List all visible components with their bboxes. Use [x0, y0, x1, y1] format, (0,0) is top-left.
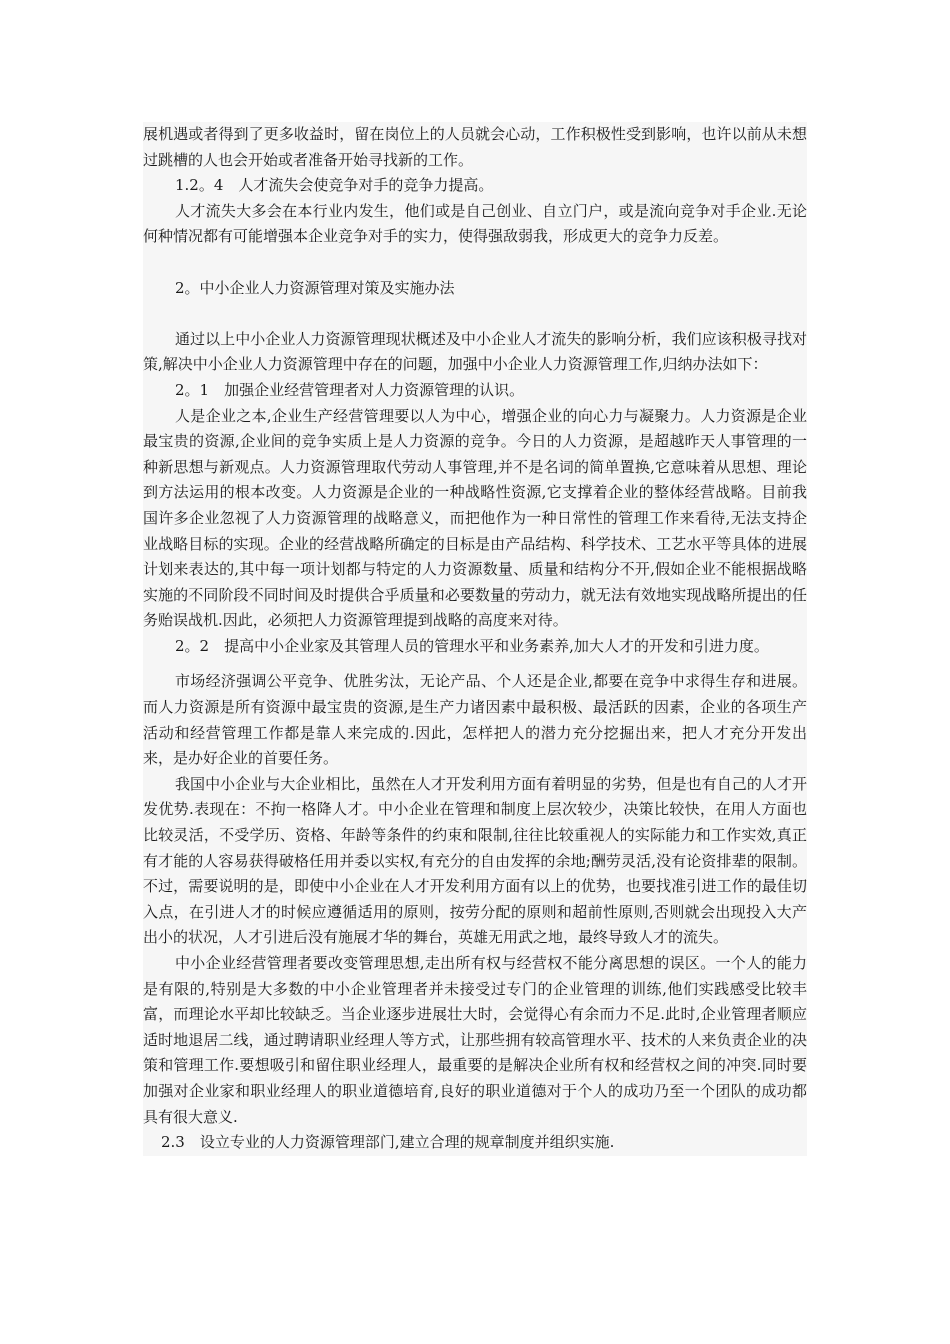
paragraph: 中小企业经营管理者要改变管理思想,走出所有权与经营权不能分离思想的误区。一个人的能力是有限的,特别是大多数的中小企业管理者并未接受过专门的企业管理的训练,他们实践感受比较丰富，而理论水平却比较缺乏。当企业逐步进展壮大时，会觉得心有余而力不足.此时,企业管理者顺应适时地退居二线，通过聘请职业经理人等方式，让那些拥有较高管理水平、技术的人来负责企业的决策和管理工作.要想吸引和留住职业经理人，最重要的是解决企业所有权和经营权之间的冲突.同时要加强对企业家和职业经理人的职业道德培育,良好的职业道德对于个人的成功乃至一个团队的成功都具有很大意义. [143, 954, 807, 1126]
paragraph: 人是企业之本,企业生产经营管理要以人为中心，增强企业的向心力与凝聚力。人力资源是企业最宝贵的资源,企业间的竞争实质上是人力资源的竞争。今日的人力资源，是超越昨天人事管理的一种新思想与新观点。人力资源管理取代劳动人事管理,并不是名词的简单置换,它意味着从思想、理论到方法运用的根本改变。人力资源是企业的一种战略性资源,它支撑着企业的整体经营战略。目前我国许多企业忽视了人力资源管理的战略意义，而把他作为一种日常性的管理工作来看待,无法支持企业战略目标的实现。企业的经营战略所确定的目标是由产品结构、科学技术、工艺水平等具体的进展计划来表达的,其中每一项计划都与特定的人力资源数量、质量和结构分不开,假如企业不能根据战略实施的不同阶段不同时间及时提供合乎质量和必要数量的劳动力，就无法有效地实现战略所提出的任务贻误战机.因此，必须把人力资源管理提到战略的高度来对待。 [143, 406, 807, 630]
paragraph: 展机遇或者得到了更多收益时，留在岗位上的人员就会心动，工作积极性受到影响，也许以前从未想过跳槽的人也会开始或者准备开始寻找新的工作。 [143, 125, 807, 169]
paragraph: 市场经济强调公平竞争、优胜劣汰，无论产品、个人还是企业,都要在竞争中求得生存和进展。而人力资源是所有资源中最宝贵的资源,是生产力诸因素中最积极、最活跃的因素，企业的各项生产活动和经营管理工作都是靠人来完成的.因此，怎样把人的潜力充分挖掘出来，把人才充分开发出来，是办好企业的首要任务。 [143, 672, 807, 768]
paragraph: 2.3 设立专业的人力资源管理部门,建立合理的规章制度并组织实施. [161, 1133, 615, 1152]
paragraph-spacer [143, 250, 807, 276]
paragraph-spacer [143, 301, 807, 327]
paragraph: 我国中小企业与大企业相比，虽然在人才开发利用方面有着明显的劣势，但是也有自己的人才开发优势.表现在：不拘一格降人才。中小企业在管理和制度上层次较少，决策比较快，在用人方面也比较灵活，不受学历、资格、年龄等条件的约束和限制,往往比较重视人的实际能力和工作实效,真正有才能的人容易获得破格任用并委以实权,有充分的自由发挥的余地;酬劳灵活,没有论资排辈的限制。不过，需要说明的是，即使中小企业在人才开发利用方面有以上的优势，也要找准引进工作的最佳切入点，在引进人才的时候应遵循适用的原则，按劳分配的原则和超前性原则,否则就会出现投入大产出小的状况，人才引进后没有施展才华的舞台，英雄无用武之地，最终导致人才的流失。 [143, 774, 807, 947]
paragraph: 1.2。4 人才流失会使竞争对手的竞争力提高。 [175, 176, 494, 195]
paragraph: 2。2 提高中小企业家及其管理人员的管理水平和业务素养,加大人才的开发和引进力度。 [175, 636, 769, 655]
paragraph: 人才流失大多会在本行业内发生，他们或是自己创业、自立门户，或是流向竞争对手企业.无论何种情况都有可能增强本企业竞争对手的实力，使得强敌弱我，形成更大的竞争力反差。 [143, 201, 807, 246]
document-body [143, 122, 807, 1156]
paragraph: 2。中小企业人力资源管理对策及实施办法 [175, 278, 455, 297]
paragraph: 通过以上中小企业人力资源管理现状概述及中小企业人才流失的影响分析，我们应该积极寻找对策,解决中小企业人力资源管理中存在的问题，加强中小企业人力资源管理工作,归纳办法如下： [143, 329, 807, 374]
paragraph-spacer [143, 659, 807, 669]
paragraph: 2。1 加强企业经营管理者对人力资源管理的认识。 [175, 380, 525, 399]
